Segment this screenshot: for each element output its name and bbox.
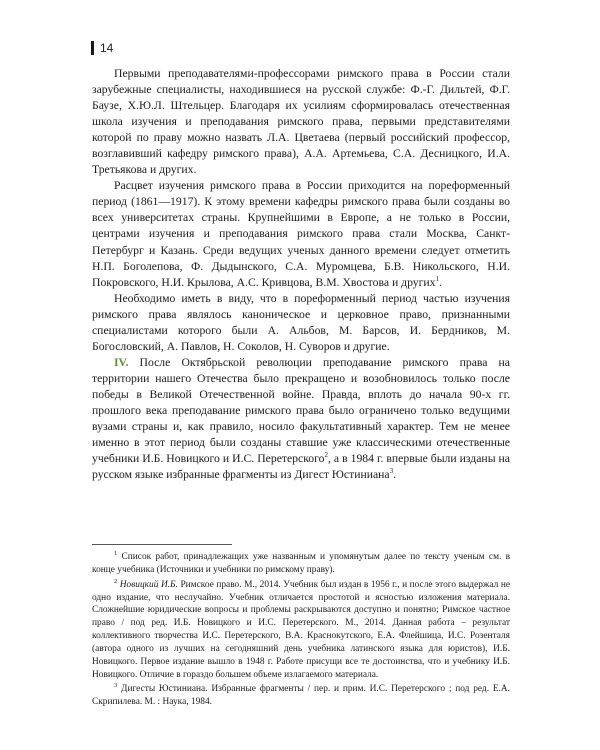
footnote: $^1$ Список работ, принадлежащих уже названным и упомянутым далее по тексту ученым см. в конце учебника (Источники и учебники по римскому праву). bbox=[92, 549, 511, 575]
footnote: $^3$ Дигесты Юстиниана. Избранные фрагменты / пер. и прим. И.С. Перетерского ; под ред. Е.А. Скрипилева. М. : Наука, 1984. bbox=[92, 682, 511, 708]
footnote-ref[interactable]: 3 bbox=[389, 467, 394, 476]
paragraph: IV. После Октябрьской революции преподавание римского права на территории нашего Отечества было прекращено и возобновилось только после победы в Великой Отечественной войне. Правда, вплоть до начала 90-х гг. прошлого века преподавание римского права было ограничено только ведущими вузами страны и, как правило, носило факультативный характер. Тем не менее именно в этот период были созданы ставшие уже классическими отечественные учебники И.Б. Новицкого и И.С. Перетерского$^2$, а в 1984 г. впервые были изданы на русском языке избранные фрагменты из Дигест Юстиниана$^3$. bbox=[92, 355, 510, 482]
footnote-ref[interactable]: 1 bbox=[435, 274, 439, 283]
footnote: $^2$ Новицкий И.Б. Римское право. М., 2014. Учебник был издан в 1956 г., и после этого выдержал не одно издание, что неслучайно. Учебник отличается простотой и ясностью изложения материала. Сложнейшие юридические вопросы и проблемы раскрываются доступно и понятно; Римское частное право / под ред. И.Б. Новицкого и И.С. Перетерского. М., 2014. Данная работа – результат коллективного творчества И.С. Перетерского, В.А. Краснокутского, Е.А. Флейшица, И.С. Розенталя (автора одного из лучших на сегодняшний день учебника латинского языка для юристов), И.Б. Новицкого. Первое издание вышло в 1948 г. Работе присущи все те достоинства, что и учебнику И.Б. Новицкого. Отличие в гораздо большем объеме излагаемого материала. bbox=[92, 577, 511, 680]
footnotes bbox=[92, 551, 510, 711]
section-marker: IV. bbox=[114, 355, 129, 369]
footnote-divider bbox=[92, 544, 232, 545]
header-marker-bar bbox=[91, 41, 94, 55]
footnote-number: 2 bbox=[114, 577, 118, 585]
footnote-author: Новицкий И.Б. bbox=[119, 579, 178, 590]
footnote-number: 1 bbox=[114, 549, 118, 557]
paragraph: Необходимо иметь в виду, что в пореформенный период частью изучения римского права являлось каноническое и церковное право, признанными специалистами которого были А. Альбов, М. Барсов, И. Бердников, М. Богословский, А. Павлов, Н. Соколов, Н. Суворов и другие. bbox=[92, 291, 510, 353]
main-text bbox=[92, 66, 510, 483]
page-number: 14 bbox=[100, 41, 114, 55]
paragraph: Расцвет изучения римского права в России приходится на пореформенный период (1861—1917). К этому времени кафедры римского права были созданы во всех университетах страны. Крупнейшими в Европе, а не только в России, центрами изучения и преподавания римского права стали Москва, Санкт-Петербург и Казань. Среди ведущих ученых данного времени следует отметить Н.П. Боголепова, Ф. Дыдынского, С.А. Муромцева, Б.В. Никольского, Н.И. Покровского, Н.И. Крылова, А.С. Кривцова, В.М. Хвостова и других$^1$. bbox=[92, 179, 510, 289]
footnote-ref[interactable]: 2 bbox=[324, 451, 328, 460]
footnote-number: 3 bbox=[114, 682, 118, 690]
paragraph: Первыми преподавателями-профессорами римского права в России стали зарубежные специалисты, находившиеся на русской службе: Ф.-Г. Дильтей, Ф.Г. Баузе, Х.Ю.Л. Штельцер. Благодаря их усилиям сформировалась отечественная школа изучения и преподавания римского права, первыми представителями которой по праву можно назвать Л.А. Цветаева (первый российский профессор, возглавивший кафедру римского права), А.А. Артемьева, С.А. Десницкого, И.А. Третьякова и других. bbox=[92, 67, 510, 177]
page-header bbox=[91, 40, 113, 56]
